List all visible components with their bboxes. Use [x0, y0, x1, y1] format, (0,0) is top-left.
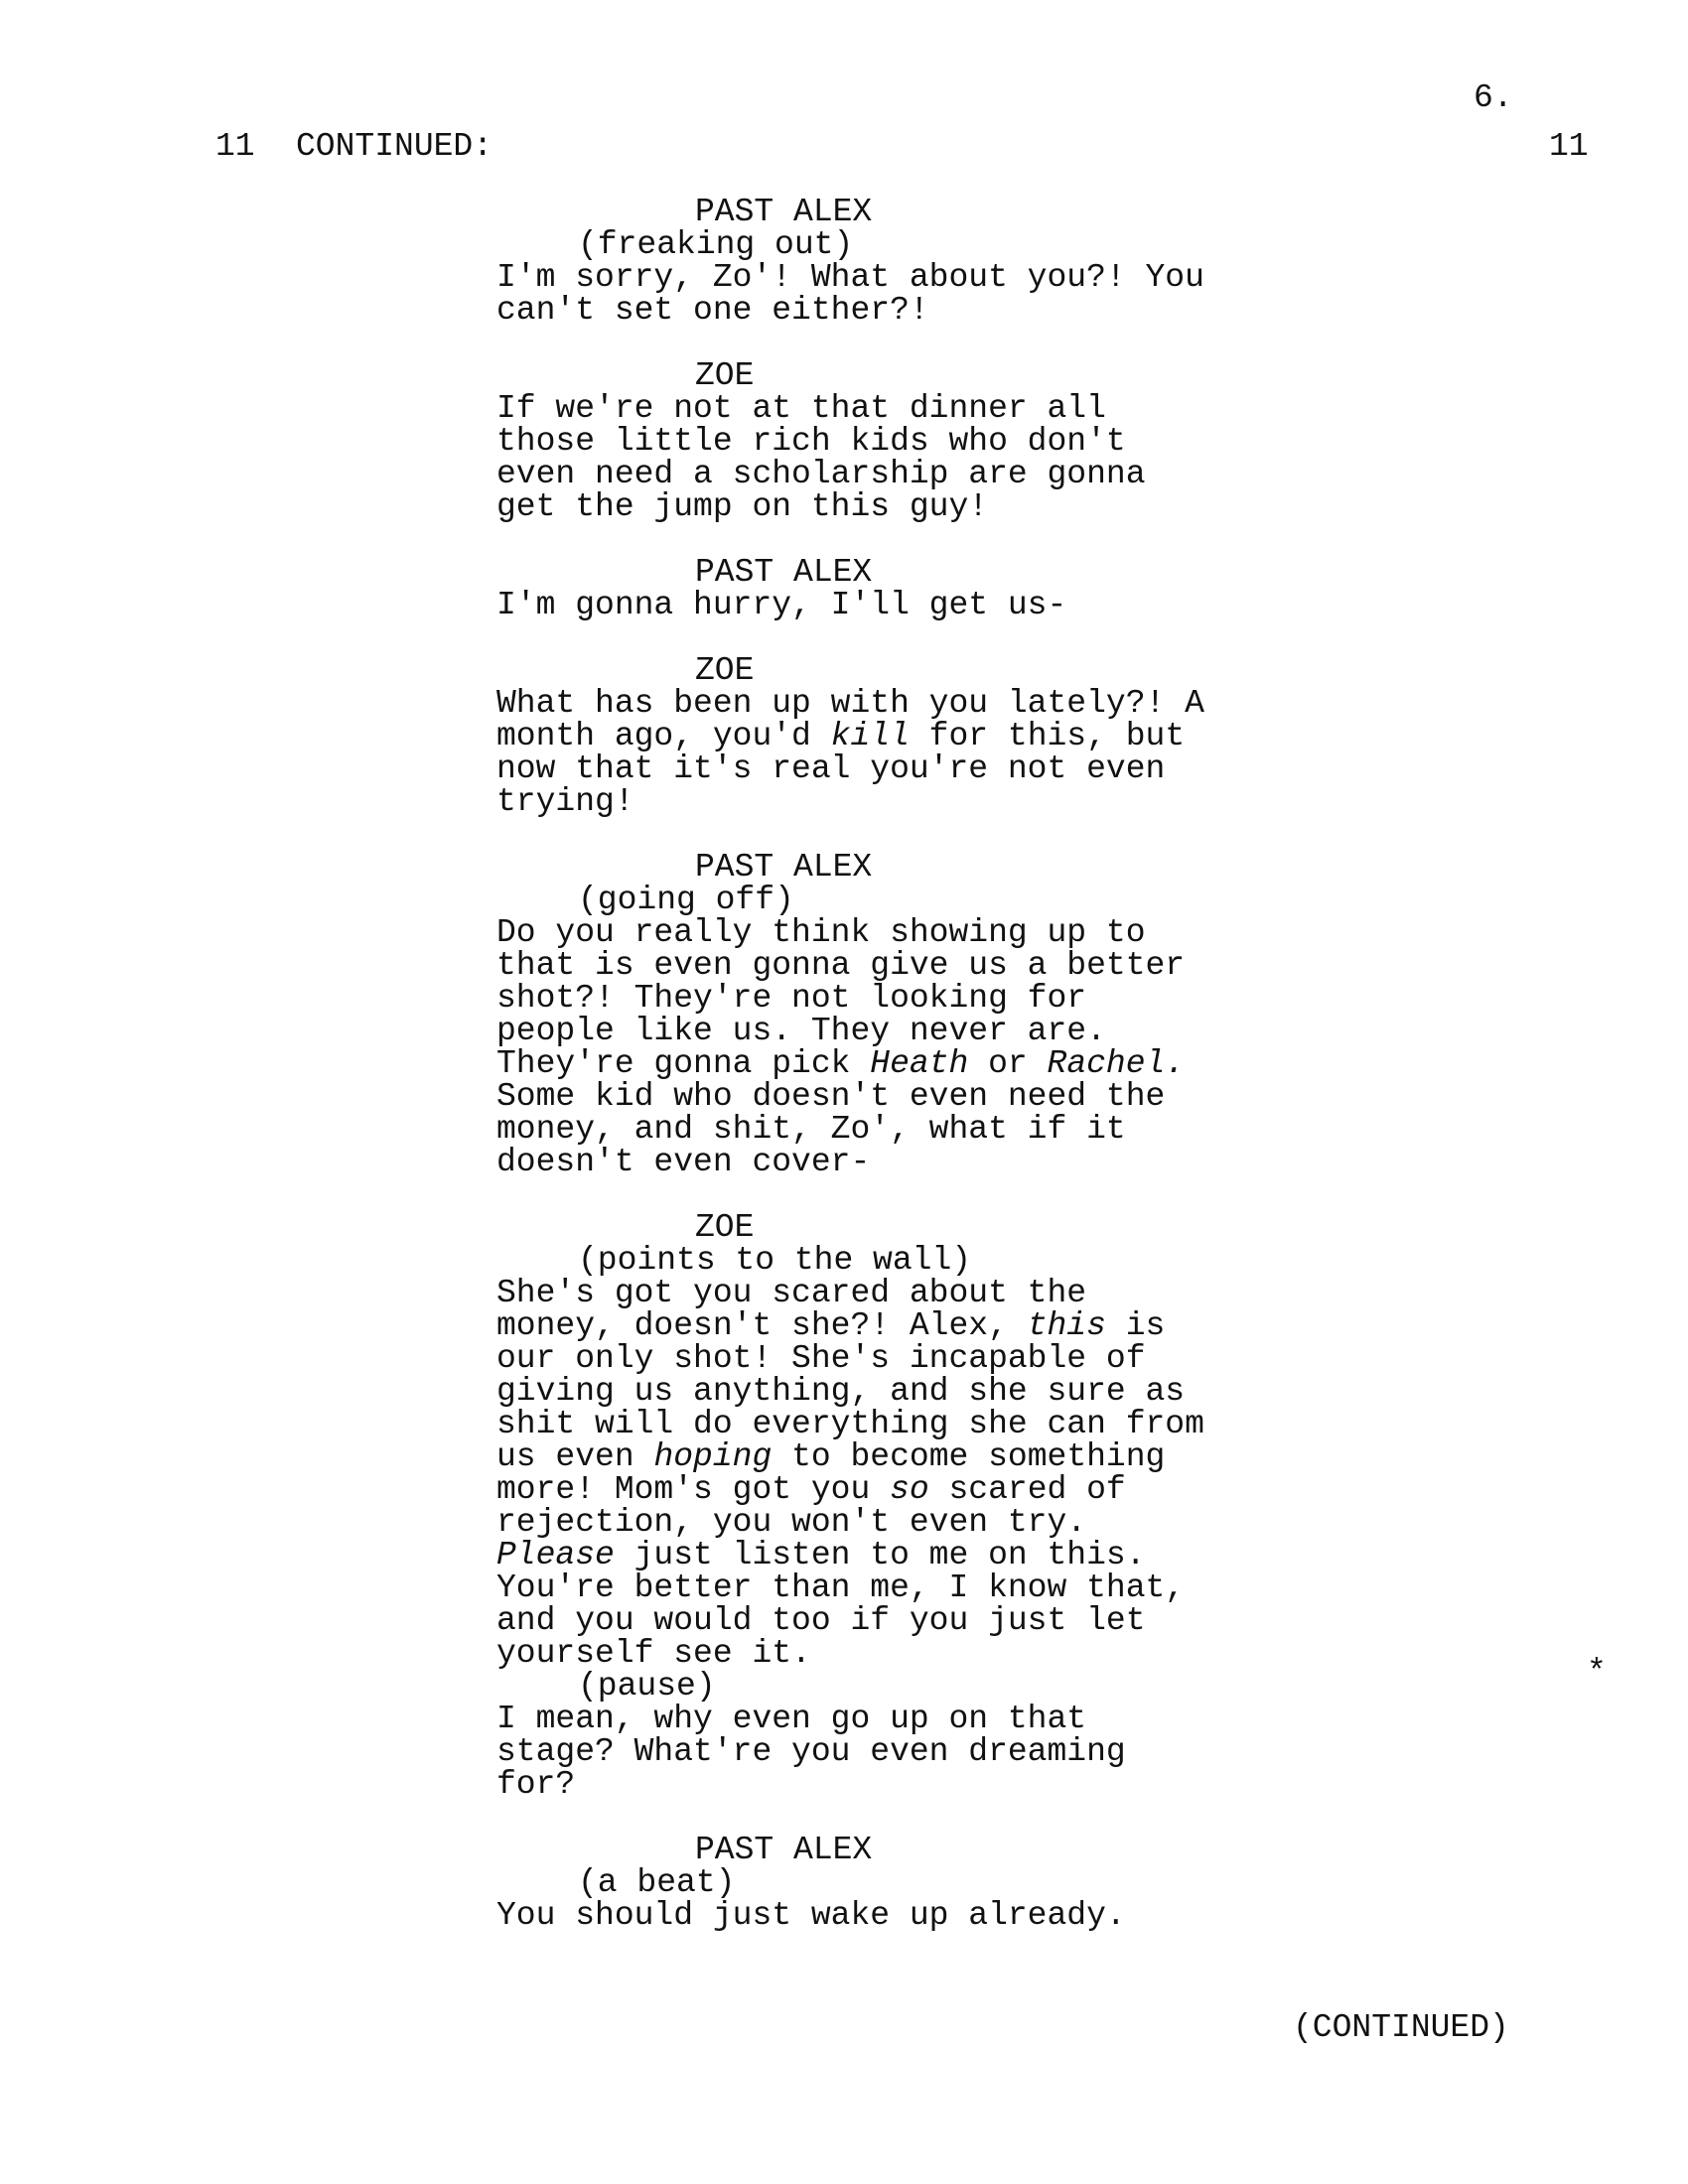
dialogue-line: I'm sorry, Zo'! What about you?! You	[496, 259, 1204, 296]
character-cue: PAST ALEX	[695, 849, 873, 886]
emphasis-text: Rachel.	[1047, 1045, 1186, 1082]
dialogue-text: for this, but	[909, 718, 1186, 754]
revision-mark: *	[1587, 1654, 1607, 1691]
dialogue-text: is	[1105, 1307, 1166, 1344]
dialogue-text: or	[968, 1045, 1048, 1082]
dialogue-line	[496, 1473, 1126, 1506]
character-cue: PAST ALEX	[695, 1832, 873, 1868]
dialogue-line	[496, 1309, 1165, 1342]
dialogue-line	[496, 1047, 1185, 1080]
dialogue-line: She's got you scared about the	[496, 1275, 1087, 1311]
dialogue-text: us even	[496, 1438, 654, 1475]
dialogue-line: even need a scholarship are gonna	[496, 456, 1146, 492]
parenthetical: (a beat)	[578, 1864, 736, 1901]
dialogue-line: get the jump on this guy!	[496, 488, 989, 525]
parenthetical: (freaking out)	[578, 226, 854, 263]
dialogue-line: people like us. They never are.	[496, 1013, 1106, 1049]
dialogue-line: money, and shit, Zo', what if it	[496, 1111, 1126, 1148]
dialogue-line: doesn't even cover-	[496, 1144, 871, 1180]
character-cue: PAST ALEX	[695, 554, 873, 591]
emphasis-text: Please	[496, 1537, 615, 1573]
parenthetical: (going off)	[578, 882, 794, 918]
dialogue-line: can't set one either?!	[496, 292, 929, 329]
dialogue-text: more! Mom's got you	[496, 1471, 891, 1508]
dialogue-text: to become something	[772, 1438, 1166, 1475]
parenthetical: (points to the wall)	[578, 1242, 972, 1279]
dialogue-text: money, doesn't she?! Alex,	[496, 1307, 1028, 1344]
dialogue-line: You should just wake up already.	[496, 1897, 1126, 1934]
dialogue-line: shit will do everything she can from	[496, 1406, 1204, 1442]
parenthetical: (pause)	[578, 1668, 716, 1705]
dialogue-line	[496, 1539, 1146, 1571]
dialogue-line: rejection, you won't even try.	[496, 1504, 1087, 1541]
dialogue-line: now that it's real you're not even	[496, 751, 1166, 787]
page-number: 6.	[1474, 79, 1513, 116]
dialogue-text: scared of	[928, 1471, 1126, 1508]
dialogue-line: I'm gonna hurry, I'll get us-	[496, 587, 1067, 623]
continued-footer: (CONTINUED)	[1293, 2009, 1509, 2046]
dialogue-line: shot?! They're not looking for	[496, 980, 1087, 1017]
dialogue-line: giving us anything, and she sure as	[496, 1373, 1186, 1410]
dialogue-line: What has been up with you lately?! A	[496, 685, 1204, 722]
emphasis-text: so	[890, 1471, 929, 1508]
dialogue-line: those little rich kids who don't	[496, 423, 1126, 460]
dialogue-line: and you would too if you just let	[496, 1602, 1146, 1639]
character-cue: ZOE	[695, 357, 755, 394]
dialogue-line: our only shot! She's incapable of	[496, 1340, 1146, 1377]
character-cue: ZOE	[695, 652, 755, 689]
emphasis-text: Heath	[870, 1045, 969, 1082]
scene-heading: CONTINUED:	[296, 128, 493, 165]
scene-number-right: 11	[1549, 128, 1589, 165]
dialogue-line	[496, 1440, 1165, 1473]
dialogue-line: I mean, why even go up on that	[496, 1701, 1087, 1737]
character-cue: ZOE	[695, 1209, 755, 1246]
emphasis-text: kill	[830, 718, 910, 754]
dialogue-line: stage? What're you even dreaming	[496, 1733, 1126, 1770]
dialogue-line: trying!	[496, 783, 634, 820]
dialogue-text: month ago, you'd	[496, 718, 831, 754]
dialogue-line	[496, 720, 1185, 752]
emphasis-text: hoping	[653, 1438, 773, 1475]
scene-number-left: 11	[215, 128, 255, 165]
dialogue-line: Some kid who doesn't even need the	[496, 1078, 1166, 1115]
dialogue-line: for?	[496, 1766, 576, 1803]
dialogue-text: just listen to me on this.	[614, 1537, 1146, 1573]
dialogue-line: Do you really think showing up to	[496, 914, 1146, 951]
character-cue: PAST ALEX	[695, 194, 873, 230]
dialogue-text: They're gonna pick	[496, 1045, 871, 1082]
emphasis-text: this	[1027, 1307, 1106, 1344]
dialogue-line: You're better than me, I know that,	[496, 1570, 1186, 1606]
dialogue-line: If we're not at that dinner all	[496, 390, 1106, 427]
dialogue-line: that is even gonna give us a better	[496, 947, 1186, 984]
dialogue-line: yourself see it.	[496, 1635, 811, 1672]
